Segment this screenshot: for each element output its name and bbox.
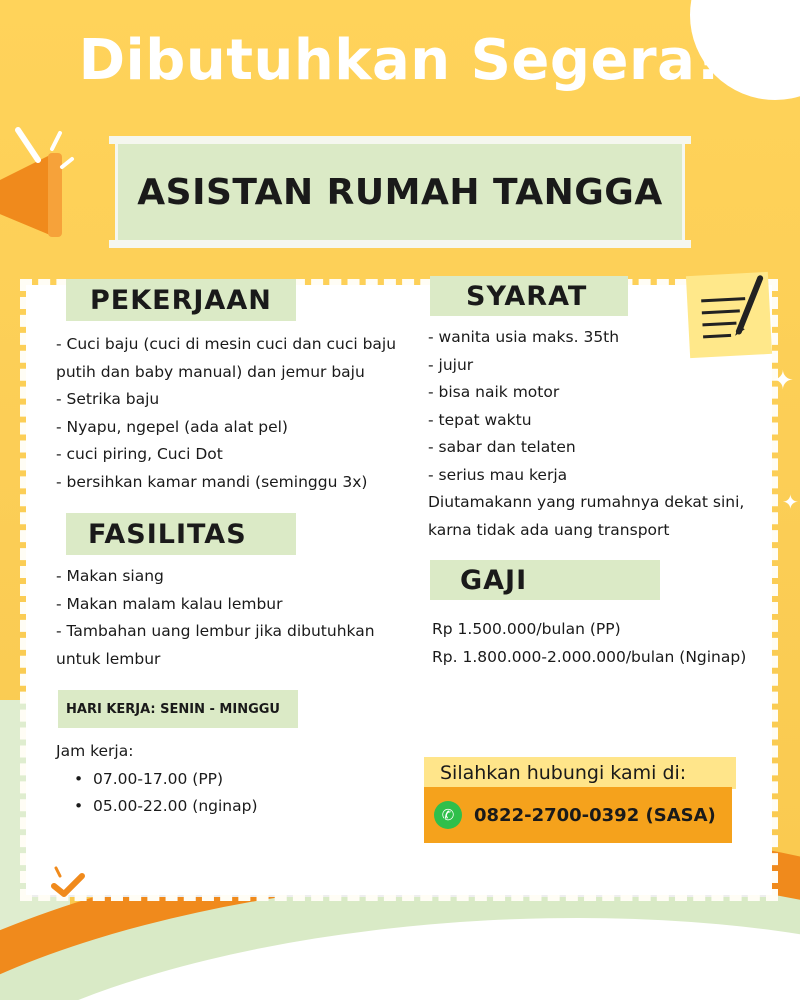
check-icon bbox=[48, 862, 88, 902]
gaji-list bbox=[432, 616, 746, 671]
jam-kerja-label: Jam kerja: bbox=[56, 742, 134, 760]
list-item: - Makan siang bbox=[56, 567, 164, 585]
sparkle-icon: ✦ bbox=[772, 366, 794, 396]
job-title: ASISTAN RUMAH TANGGA bbox=[137, 171, 663, 213]
list-item: - Cuci baju (cuci di mesin cuci dan cuci baju bbox=[56, 335, 397, 353]
section-heading: PEKERJAAN bbox=[90, 284, 272, 316]
list-item: - bisa naik motor bbox=[428, 383, 560, 401]
list-item: Diutamakann yang rumahnya dekat sini, bbox=[428, 493, 745, 511]
list-item: - sabar dan telaten bbox=[428, 438, 576, 456]
section-label-fasilitas bbox=[66, 513, 296, 555]
list-item: • 07.00-17.00 (PP) bbox=[74, 769, 224, 788]
list-item: - serius mau kerja bbox=[428, 465, 568, 484]
headline: Dibutuhkan Segera! bbox=[78, 28, 722, 93]
section-heading: FASILITAS bbox=[88, 518, 247, 550]
contact-number[interactable]: 0822-2700-0392 (SASA) bbox=[474, 804, 716, 826]
list-item: - Nyapu, ngepel (ada alat pel) bbox=[56, 417, 288, 436]
pekerjaan-list bbox=[56, 331, 396, 496]
list-item: - bersihkan kamar mandi (seminggu 3x) bbox=[56, 472, 368, 491]
list-item: - Tambahan uang lembur jika dibutuhkan bbox=[56, 622, 375, 640]
hari-kerja-label bbox=[58, 690, 298, 728]
syarat-list bbox=[428, 324, 744, 544]
fasilitas-list bbox=[56, 563, 375, 673]
list-item: Rp 1.500.000/bulan (PP) bbox=[432, 620, 621, 638]
contact-number-box[interactable] bbox=[424, 787, 732, 843]
contact-label: Silahkan hubungi kami di: bbox=[424, 757, 736, 789]
list-item: Rp. 1.800.000-2.000.000/bulan (Nginap) bbox=[432, 647, 747, 666]
whatsapp-icon: ✆ bbox=[434, 801, 462, 829]
section-heading: GAJI bbox=[460, 564, 528, 596]
list-item: - Setrika baju bbox=[56, 390, 160, 408]
section-heading: SYARAT bbox=[466, 280, 588, 312]
jam-kerja-block bbox=[56, 738, 258, 821]
list-item: - wanita usia maks. 35th bbox=[428, 328, 620, 346]
sparkle-icon: ✦ bbox=[782, 490, 799, 514]
megaphone-icon bbox=[0, 115, 80, 245]
job-title-banner bbox=[115, 140, 685, 244]
hari-kerja-text: HARI KERJA: SENIN - MINGGU bbox=[66, 701, 280, 717]
list-item: - jujur bbox=[428, 355, 474, 374]
list-item: untuk lembur bbox=[56, 649, 161, 668]
list-item: karna tidak ada uang transport bbox=[428, 520, 670, 539]
list-item: - tepat waktu bbox=[428, 410, 532, 429]
section-label-pekerjaan bbox=[66, 279, 296, 321]
section-label-syarat bbox=[430, 276, 628, 316]
list-item: • 05.00-22.00 (nginap) bbox=[74, 797, 258, 815]
list-item: - Makan malam kalau lembur bbox=[56, 594, 283, 613]
section-label-gaji bbox=[430, 560, 660, 600]
list-item: putih dan baby manual) dan jemur baju bbox=[56, 362, 365, 381]
list-item: - cuci piring, Cuci Dot bbox=[56, 445, 223, 463]
